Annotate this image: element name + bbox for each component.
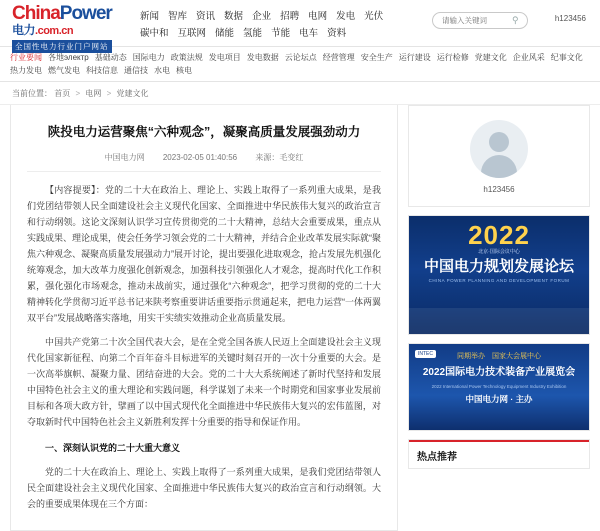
promo2-title: 2022国际电力技术装备产业展览会 <box>422 367 576 378</box>
sidebar <box>408 105 590 531</box>
user-card <box>408 105 590 207</box>
promo-banner-2[interactable] <box>408 343 590 431</box>
promo1-footer-bar <box>409 308 589 334</box>
logo-china: China <box>12 3 60 24</box>
nav-item-2[interactable]: 资讯 <box>196 11 216 22</box>
breadcrumb-item-0[interactable]: 首页 <box>54 89 71 98</box>
sub-nav-item-10[interactable]: 运行检修 <box>436 53 469 62</box>
promo2-line1: 同期举办 国家大会展中心 <box>457 353 541 360</box>
breadcrumb <box>0 82 600 105</box>
promo1-year: 2022 <box>468 220 530 250</box>
promo1-venue: 北京·国际会议中心 <box>478 249 520 255</box>
promo2-subtitle-en: 2022 International Power Technology Equipment Industry Exhibition <box>431 384 567 389</box>
breadcrumb-item-2[interactable]: 党建文化 <box>116 89 149 98</box>
promo-banner-1-content <box>409 216 589 334</box>
page-title: 陕投电力运营聚焦“六种观念”，凝聚高质量发展强劲动力 <box>47 125 361 139</box>
main-column <box>10 105 398 531</box>
avatar-name-label: h123456 <box>483 185 515 194</box>
article-heading-1: 一、深刻认识党的二十大重大意义 <box>45 443 181 453</box>
site-logo[interactable] <box>12 4 132 53</box>
nav-item-0[interactable]: 新闻 <box>140 11 160 22</box>
main-nav <box>140 8 420 42</box>
promo2-badge: INTEC <box>415 350 436 358</box>
nav-item-12[interactable]: 氢能 <box>243 28 263 39</box>
promo-banner-2-content <box>409 344 589 430</box>
sub-nav-item-15[interactable]: 燃气发电 <box>48 66 80 75</box>
sub-nav-item-19[interactable]: 核电 <box>176 66 192 75</box>
article-paragraph-1: 中国共产党第二十次全国代表大会，是在全党全国各族人民迈上全面建设社会主义现代化国家新征程、向第二个百年奋斗目标进军的关键时刻召开的一次十分重要的大会。是一次高举旗帜、凝聚力量、团结奋进的大会。党的二十大大系统阐述了新时代坚持和发展中国特色社会主义的重大理论和实践问题，科学谋划了未来一个时期党和国家事业发展前目标和各项大政方针，擘画了以中国式现代化全面推进中华民族伟大复兴的宏伟蓝图，对夺取新时代中国特色社会主义新胜利发挥十分重要的指导和保证作用。 <box>27 337 381 427</box>
logo-domain: .com.cn <box>35 25 74 37</box>
logo-text-cn <box>12 24 132 38</box>
avatar-head-shape <box>489 132 509 152</box>
logo-text-en <box>12 4 132 24</box>
user-avatar-icon[interactable] <box>470 120 528 178</box>
breadcrumb-sep-icon-2: > <box>106 89 112 98</box>
promo2-organizer: 中国电力网 · 主办 <box>465 394 533 404</box>
article-body <box>27 182 381 512</box>
logo-tagline: 全国性电力行业门户网站 <box>12 40 112 53</box>
user-name-label[interactable]: h123456 <box>554 14 586 23</box>
article-card <box>10 105 398 531</box>
sub-nav-item-18[interactable]: 水电 <box>154 66 170 75</box>
sub-nav-item-11[interactable]: 党建文化 <box>474 53 507 62</box>
logo-dianli: 电力 <box>12 23 36 37</box>
sub-nav-item-2[interactable]: 国际电力 <box>132 53 165 62</box>
sub-nav-item-5[interactable]: 发电数据 <box>246 53 279 62</box>
hot-recommend-panel <box>408 439 590 469</box>
nav-item-9[interactable]: 碳中和 <box>140 28 169 39</box>
sub-nav-item-9[interactable]: 运行建设 <box>398 53 431 62</box>
hot-recommend-title: 热点推荐 <box>409 440 589 468</box>
content-wrap <box>0 105 600 531</box>
logo-power: Power <box>59 3 112 24</box>
sub-nav-item-3[interactable]: 政策法规 <box>170 53 203 62</box>
sub-nav-item-4[interactable]: 发电项目 <box>208 53 241 62</box>
avatar-body-shape <box>481 155 517 178</box>
article-meta <box>27 152 381 172</box>
sub-nav-lead[interactable]: 行业要闻 <box>10 53 42 62</box>
sub-nav-item-13[interactable]: 纪事文化 <box>550 53 583 62</box>
nav-item-10[interactable]: 互联网 <box>177 28 207 39</box>
breadcrumb-item-1[interactable]: 电网 <box>85 89 102 98</box>
sub-nav-item-17[interactable]: 通信技 <box>124 66 148 75</box>
nav-item-4[interactable]: 企业 <box>252 11 272 22</box>
sub-nav-item-14[interactable]: 热力发电 <box>10 66 42 75</box>
article-paragraph-0: 【内容提要】：党的二十大在政治上、理论上、实践上取得了一系列重大成果，是我们党团结带领人民全面建设社会主义现代化国家、全面推进中华民族伟大复兴的政治宣言和行动纲领。这论文深刻认识学习宣传贯彻党的二十大精神，总结大会重要成果，重点从实践成果、理论成果，使会任务学习领会党的二十大精神，并结合企业改革发展实际就“聚焦六种观念、凝聚高质量发展强动力”展开讨论，提出要强化进取观念，抢占发展先机强化统筹观念，加大改革力度强化创新观念，加强科技引领强化人才观念，提高时代化工作积累，强化强化市场观念，推动未战前实，通过强化“六种观念”，把学习贯彻的党的二十大精神转化学贯彻习近平总书记来陕考察重要讲话重要指示贯通起来，把电力运营“一体两翼双平台”发展战略落实落地，用实干实绩实效推动企业高质量发展。 <box>27 185 381 323</box>
search-box[interactable] <box>432 12 528 29</box>
article-paragraph-2: 党的二十大在政治上、理论上、实践上取得了一系列重大成果，是我们党团结带领人民全面建设社会主义现代化国家、全面推进中华民族伟大复兴的政治宣言和行动纲领。大会的重要成果体现在三个方面： <box>27 467 381 509</box>
sub-nav-item-0[interactable]: 各地электр <box>48 53 89 62</box>
sub-nav-item-7[interactable]: 经营管理 <box>322 53 355 62</box>
article-source: 中国电力网 <box>104 153 145 162</box>
search-icon[interactable]: ⚲ <box>512 15 519 25</box>
nav-item-15[interactable]: 资料 <box>327 28 347 39</box>
nav-item-14[interactable]: 电车 <box>299 28 319 39</box>
breadcrumb-label: 当前位置： <box>12 89 52 98</box>
promo1-title: 中国电力规划发展论坛 <box>423 258 574 275</box>
article-time: 2023-02-05 01:40:56 <box>162 153 238 162</box>
nav-item-5[interactable]: 招聘 <box>280 11 300 22</box>
promo1-subtitle-en: CHINA POWER PLANNING AND DEVELOPMENT FORUM <box>428 278 570 283</box>
nav-item-8[interactable]: 光伏 <box>364 11 384 22</box>
nav-item-7[interactable]: 发电 <box>336 11 356 22</box>
promo-banner-1[interactable] <box>408 215 590 335</box>
sub-nav-item-12[interactable]: 企业风采 <box>512 53 545 62</box>
nav-item-11[interactable]: 储能 <box>215 28 235 39</box>
site-header <box>0 0 600 51</box>
nav-item-13[interactable]: 节能 <box>271 28 291 39</box>
nav-item-1[interactable]: 智库 <box>168 11 188 22</box>
search-input[interactable] <box>440 13 512 28</box>
article-author: 来源：毛变红 <box>255 153 304 162</box>
sub-nav-item-8[interactable]: 安全生产 <box>360 53 393 62</box>
sub-nav-item-1[interactable]: 基础动态 <box>94 53 127 62</box>
nav-item-6[interactable]: 电网 <box>308 11 328 22</box>
breadcrumb-sep-icon: > <box>75 89 81 98</box>
nav-item-3[interactable]: 数据 <box>224 11 244 22</box>
sub-nav-item-16[interactable]: 科技信息 <box>86 66 118 75</box>
sub-nav-item-6[interactable]: 云论坛点 <box>284 53 317 62</box>
